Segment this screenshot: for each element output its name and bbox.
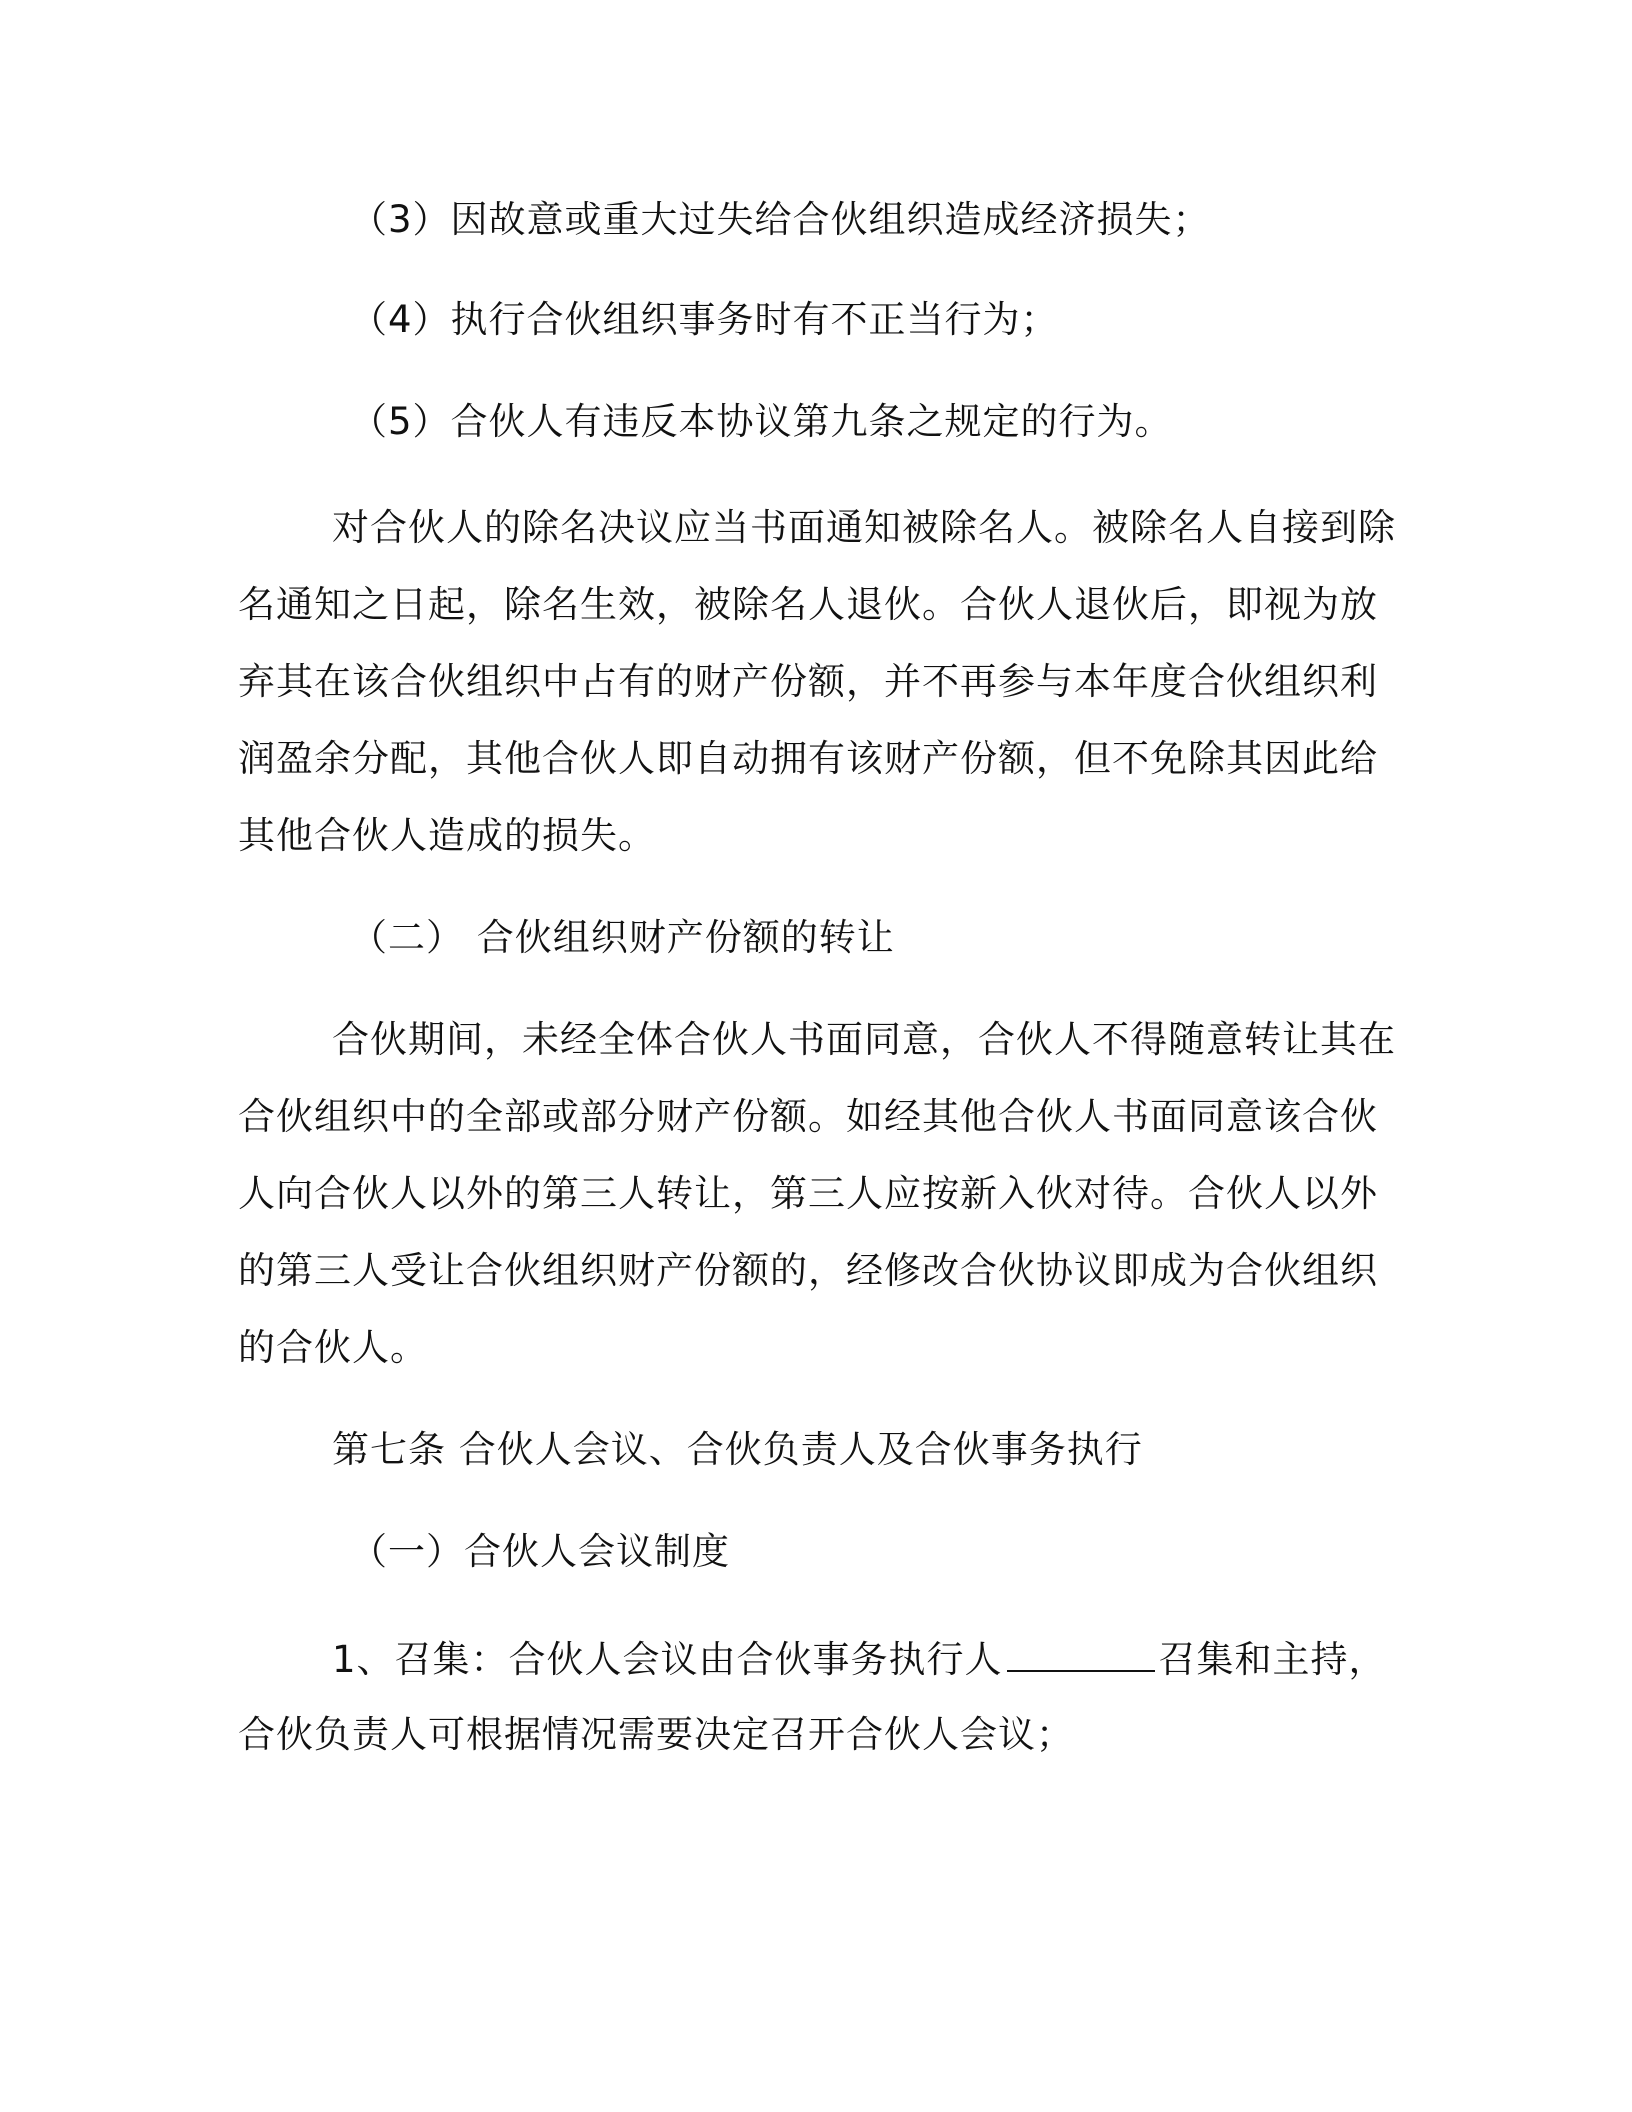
list-item-4: （4）执行合伙组织事务时有不正当行为； <box>350 298 1059 341</box>
expulsion-paragraph-line-3: 弃其在该合伙组织中占有的财产份额，并不再参与本年度合伙组织利 <box>238 660 1378 703</box>
transfer-paragraph-line-2: 合伙组织中的全部或部分财产份额。如经其他合伙人书面同意该合伙 <box>238 1095 1378 1138</box>
expulsion-paragraph-line-2: 名通知之日起，除名生效，被除名人退伙。合伙人退伙后，即视为放 <box>238 583 1378 626</box>
transfer-paragraph-line-4: 的第三人受让合伙组织财产份额的，经修改合伙协议即成为合伙组织 <box>238 1249 1378 1292</box>
meeting-heading: （一）合伙人会议制度 <box>350 1530 730 1573</box>
list-item-5: （5）合伙人有违反本协议第九条之规定的行为。 <box>350 400 1173 443</box>
convene-text-end: 召集和主持， <box>1158 1638 1387 1681</box>
expulsion-paragraph-line-1: 对合伙人的除名决议应当书面通知被除名人。被除名人自接到除 <box>332 506 1396 549</box>
expulsion-paragraph-line-5: 其他合伙人造成的损失。 <box>238 814 656 857</box>
transfer-paragraph-line-5: 的合伙人。 <box>238 1326 428 1369</box>
transfer-paragraph-line-1: 合伙期间，未经全体合伙人书面同意，合伙人不得随意转让其在 <box>332 1018 1396 1061</box>
transfer-paragraph-line-3: 人向合伙人以外的第三人转让，第三人应按新入伙对待。合伙人以外 <box>238 1172 1378 1215</box>
fill-in-blank <box>1007 1632 1155 1672</box>
expulsion-paragraph-line-4: 润盈余分配，其他合伙人即自动拥有该财产份额，但不免除其因此给 <box>238 737 1378 780</box>
convene-text-start: 1、召集：合伙人会议由合伙事务执行人 <box>332 1638 1003 1681</box>
list-item-3: （3）因故意或重大过失给合伙组织造成经济损失； <box>350 198 1211 241</box>
convene-paragraph-line-1 <box>332 1632 1387 1686</box>
article-7-title: 第七条 合伙人会议、合伙负责人及合伙事务执行 <box>332 1428 1143 1471</box>
convene-paragraph-line-2: 合伙负责人可根据情况需要决定召开合伙人会议； <box>238 1713 1074 1756</box>
transfer-heading: （二） 合伙组织财产份额的转让 <box>350 916 895 959</box>
